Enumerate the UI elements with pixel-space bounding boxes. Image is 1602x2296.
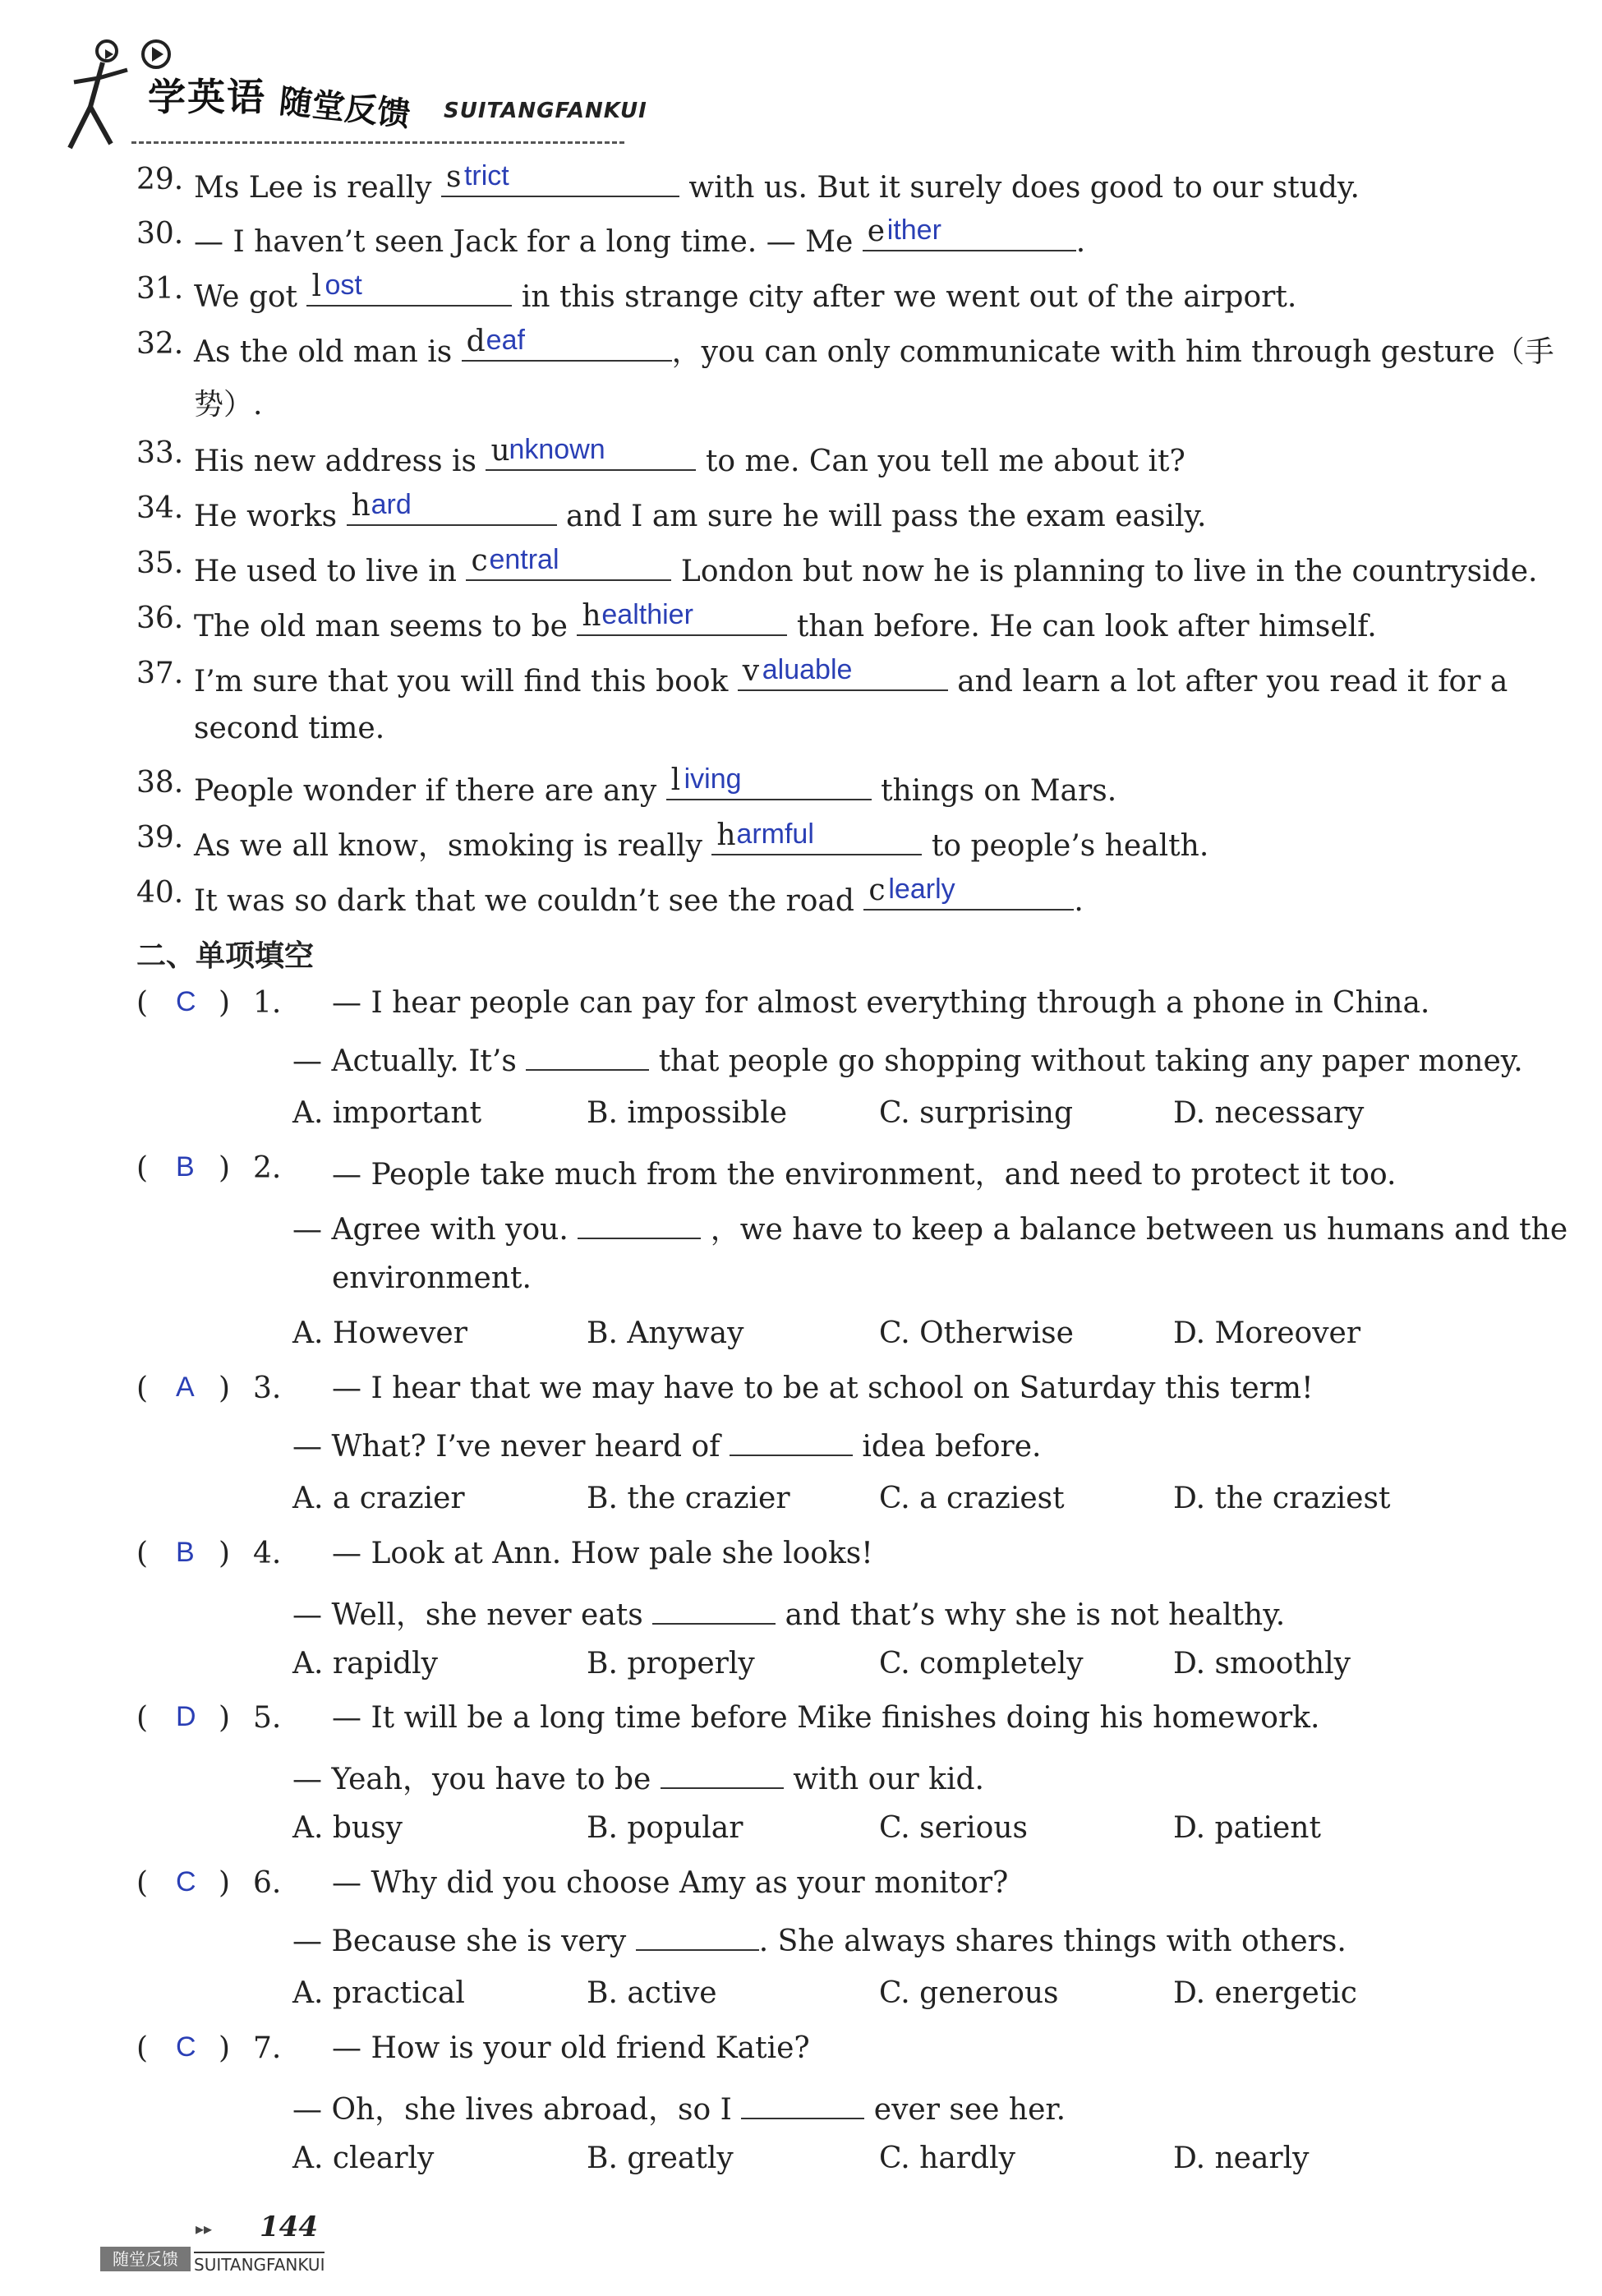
answer-blank[interactable]	[466, 546, 671, 581]
option-c[interactable]: C. Otherwise	[879, 1316, 1074, 1350]
answer-blank[interactable]	[652, 1595, 776, 1625]
mc-question	[0, 1866, 1602, 1916]
item-number: 31.	[136, 272, 184, 306]
response-before: — Well，she never eats	[292, 1598, 643, 1632]
mc-question	[0, 1701, 1602, 1750]
blank-lead: c	[868, 874, 886, 907]
item-number: 29.	[136, 163, 184, 196]
item-text	[194, 818, 1209, 864]
item-after: London but now he is planning to live in the countryside.	[680, 555, 1538, 588]
blank-lead: h	[582, 599, 601, 633]
blank-answer: aluable	[762, 654, 853, 685]
item-text	[194, 214, 1086, 259]
blank-lead: c	[471, 544, 488, 578]
option-d[interactable]: D. smoothly	[1173, 1647, 1351, 1681]
mc-response	[0, 1921, 1602, 1971]
blank-lead: s	[445, 160, 462, 194]
item-number: 39.	[136, 821, 184, 855]
mc-question	[0, 986, 1602, 1035]
item-text	[194, 491, 1206, 533]
item-before: His new address is	[194, 445, 477, 478]
question-number: 4.	[253, 1537, 282, 1570]
item-after: .	[1074, 884, 1084, 918]
blank-lead: e	[867, 214, 886, 248]
response-before: — Oh，she lives abroad，so I	[292, 2093, 732, 2127]
item-text	[194, 763, 1117, 808]
blank-lead: l	[670, 763, 681, 797]
item-text	[194, 599, 1377, 643]
option-d[interactable]: D. nearly	[1173, 2142, 1310, 2175]
item-before: Ms Lee is really	[194, 171, 432, 205]
option-d[interactable]: D. energetic	[1173, 1976, 1357, 2010]
item-text	[194, 272, 1296, 314]
answer-blank[interactable]	[741, 2090, 864, 2119]
mc-question	[0, 1372, 1602, 1421]
item-number: 33.	[136, 436, 184, 470]
question-line: — Why did you choose Amy as your monitor?	[332, 1866, 1009, 1900]
mc-options	[0, 1316, 1602, 1366]
option-a[interactable]: A. However	[292, 1316, 467, 1350]
mc-options	[0, 2142, 1602, 2191]
question-number: 3.	[253, 1372, 282, 1405]
mc-response	[0, 2086, 1602, 2136]
option-a[interactable]: A. important	[292, 1096, 482, 1130]
answer-blank[interactable]	[486, 436, 696, 471]
answer-blank[interactable]	[711, 818, 922, 855]
answer-blank[interactable]	[577, 599, 787, 636]
response-before: — Actually. It’s	[292, 1044, 517, 1078]
item-text	[194, 876, 1084, 918]
mc-options	[0, 1482, 1602, 1531]
blank-answer: armful	[736, 818, 814, 850]
item-before: As we all know，smoking is really	[194, 829, 702, 863]
response-after: with our kid.	[793, 1763, 985, 1796]
mc-response-continuation	[0, 1261, 1602, 1311]
double-arrow-icon: ▸▸	[196, 2219, 213, 2238]
header-title: 学英语	[148, 75, 266, 119]
page-header	[58, 33, 649, 156]
blank-answer: trict	[463, 160, 509, 191]
option-a[interactable]: A. rapidly	[292, 1647, 439, 1681]
option-b[interactable]: B. greatly	[587, 2142, 734, 2175]
option-b[interactable]: B. impossible	[587, 1096, 788, 1130]
question-line: — I hear people can pay for almost everything through a phone in China.	[332, 986, 1430, 1020]
answer-blank[interactable]	[730, 1427, 853, 1456]
item-continuation: second time.	[194, 712, 385, 745]
option-d[interactable]: D. the craziest	[1173, 1482, 1391, 1515]
item-after: and I am sure he will pass the exam easily.	[566, 500, 1207, 533]
item-text	[194, 160, 1360, 205]
option-d[interactable]: D. necessary	[1173, 1096, 1365, 1130]
response-after: ，we have to keep a balance between us humans and the	[710, 1213, 1568, 1247]
play-circle-icon	[140, 38, 173, 71]
blank-answer: ost	[325, 270, 362, 301]
question-number: 5.	[253, 1701, 282, 1735]
fill-item	[0, 214, 1602, 266]
item-before: The old man seems to be	[194, 610, 568, 643]
mc-options	[0, 1096, 1602, 1146]
runner-logo-icon	[58, 33, 148, 156]
option-a[interactable]: A. practical	[292, 1976, 465, 2010]
option-b[interactable]: B. properly	[587, 1647, 755, 1681]
fill-item	[0, 491, 1602, 541]
option-c[interactable]: C. surprising	[879, 1096, 1074, 1130]
footer-label: 随堂反馈	[100, 2247, 191, 2271]
fill-item	[0, 599, 1602, 651]
mc-response	[0, 1041, 1602, 1090]
blank-answer: learly	[888, 874, 955, 905]
mc-response	[0, 1206, 1602, 1256]
mc-question	[0, 1151, 1602, 1201]
mc-question	[0, 1537, 1602, 1586]
mc-response	[0, 1756, 1602, 1805]
response-before: — Yeah，you have to be	[292, 1763, 651, 1796]
mc-options	[0, 1647, 1602, 1696]
item-text	[194, 436, 1185, 478]
fill-item	[0, 272, 1602, 321]
option-b[interactable]: B. the crazier	[587, 1482, 790, 1515]
question-line: — I hear that we may have to be at school on Saturday this term!	[332, 1372, 1314, 1405]
response-before: — Agree with you.	[292, 1213, 569, 1247]
question-number: 2.	[253, 1151, 282, 1185]
option-d[interactable]: D. patient	[1173, 1811, 1321, 1845]
mc-options	[0, 1811, 1602, 1860]
blank-lead: u	[490, 434, 510, 468]
mc-answer: D	[176, 1701, 196, 1732]
item-after: to people’s health.	[931, 829, 1209, 863]
blank-answer: ither	[886, 214, 941, 246]
item-after: to me. Can you tell me about it?	[705, 445, 1185, 478]
option-c[interactable]: C. generous	[879, 1976, 1059, 2010]
header-divider	[131, 141, 624, 144]
page-number: 144	[260, 2211, 318, 2243]
option-c[interactable]: C. completely	[879, 1647, 1084, 1681]
answer-blank[interactable]	[636, 1921, 759, 1951]
answer-blank[interactable]	[441, 160, 679, 197]
item-before: He works	[194, 500, 338, 533]
question-number: 6.	[253, 1866, 282, 1900]
answer-blank[interactable]	[666, 763, 872, 800]
answer-blank[interactable]	[863, 876, 1074, 911]
item-before: It was so dark that we couldn’t see the road	[194, 884, 854, 918]
item-number: 36.	[136, 602, 184, 635]
item-number: 35.	[136, 546, 184, 580]
item-after: ，you can only communicate with him through gesture（手	[671, 335, 1554, 369]
blank-answer: nknown	[509, 434, 605, 465]
footer-brand: SUITANGFANKUI	[194, 2252, 325, 2275]
response-after: . She always shares things with others.	[758, 1925, 1347, 1958]
mc-answer: C	[176, 1866, 196, 1897]
fill-item	[0, 876, 1602, 925]
blank-answer: iving	[684, 763, 742, 795]
option-c[interactable]: C. hardly	[879, 2142, 1015, 2175]
answer-paren[interactable]: ( C )	[136, 2031, 231, 2065]
mc-answer: B	[176, 1537, 195, 1568]
header-brand: SUITANGFANKUI	[444, 99, 647, 123]
blank-answer: ealthier	[601, 599, 693, 630]
blank-answer: entral	[489, 544, 559, 575]
blank-lead: h	[716, 818, 736, 852]
question-number: 1.	[253, 986, 282, 1020]
answer-paren[interactable]: ( C )	[136, 986, 231, 1020]
item-number: 32.	[136, 327, 184, 361]
option-a[interactable]: A. a crazier	[292, 1482, 465, 1515]
section-title: 二、单项填空	[136, 939, 315, 973]
fill-item	[0, 818, 1602, 870]
option-c[interactable]: C. serious	[879, 1811, 1028, 1845]
response-continuation: environment.	[332, 1261, 532, 1295]
mc-answer: C	[176, 2031, 196, 2063]
response-before: — Because she is very	[292, 1925, 627, 1958]
item-before: — I haven’t seen Jack for a long time. — Me	[194, 225, 854, 259]
item-after: with us. But it surely does good to our study.	[688, 171, 1360, 205]
fill-item	[0, 436, 1602, 486]
item-after: .	[1075, 225, 1086, 259]
answer-paren[interactable]: ( C )	[136, 1866, 231, 1900]
mc-response	[0, 1427, 1602, 1476]
fill-item-continuation	[0, 712, 1602, 761]
blank-answer: ard	[371, 489, 412, 520]
item-before: As the old man is	[194, 335, 453, 369]
item-number: 38.	[136, 766, 184, 800]
fill-item	[0, 546, 1602, 596]
answer-blank[interactable]	[347, 491, 557, 526]
option-d[interactable]: D. Moreover	[1173, 1316, 1361, 1350]
item-text	[194, 327, 1554, 371]
response-after: ever see her.	[873, 2093, 1066, 2127]
answer-paren[interactable]: ( A )	[136, 1372, 231, 1405]
item-number: 40.	[136, 876, 184, 910]
option-a[interactable]: A. busy	[292, 1811, 403, 1845]
question-line: — It will be a long time before Mike finishes doing his homework.	[332, 1701, 1320, 1735]
blank-lead: h	[351, 489, 371, 523]
answer-blank[interactable]	[306, 272, 512, 307]
option-c[interactable]: C. a craziest	[879, 1482, 1065, 1515]
mc-response	[0, 1592, 1602, 1641]
fill-item	[0, 327, 1602, 376]
answer-paren[interactable]: ( B )	[136, 1151, 231, 1185]
item-before: I’m sure that you will find this book	[194, 665, 729, 698]
item-after: in this strange city after we went out of the airport.	[521, 280, 1297, 314]
response-after: idea before.	[862, 1430, 1042, 1464]
fill-item	[0, 654, 1602, 706]
answer-blank[interactable]	[661, 1759, 784, 1789]
answer-blank[interactable]	[578, 1210, 701, 1239]
response-before: — What? I’ve never heard of	[292, 1430, 720, 1464]
option-a[interactable]: A. clearly	[292, 2142, 435, 2175]
item-before: People wonder if there are any	[194, 774, 657, 808]
mc-answer: B	[176, 1151, 195, 1183]
question-line: — How is your old friend Katie?	[332, 2031, 810, 2065]
blank-lead: d	[466, 325, 486, 358]
item-after: things on Mars.	[881, 774, 1117, 808]
fill-item	[0, 160, 1602, 212]
question-line: — Look at Ann. How pale she looks!	[332, 1537, 873, 1570]
mc-question	[0, 2031, 1602, 2081]
question-number: 7.	[253, 2031, 282, 2065]
option-b[interactable]: B. popular	[587, 1811, 743, 1845]
item-number: 30.	[136, 217, 184, 251]
item-text	[194, 654, 1508, 698]
fill-item	[0, 763, 1602, 815]
mc-answer: A	[176, 1372, 195, 1403]
item-number: 34.	[136, 491, 184, 525]
mc-options	[0, 1976, 1602, 2026]
blank-lead: v	[742, 654, 760, 688]
item-after: than before. He can look after himself.	[796, 610, 1377, 643]
item-number: 37.	[136, 657, 184, 690]
item-before: He used to live in	[194, 555, 457, 588]
response-after: and that’s why she is not healthy.	[785, 1598, 1286, 1632]
answer-blank[interactable]	[738, 654, 948, 691]
question-line: — People take much from the environment，and need to protect it too.	[332, 1158, 1397, 1192]
answer-paren[interactable]: ( B )	[136, 1537, 231, 1570]
answer-blank[interactable]	[462, 327, 672, 362]
fill-item-continuation	[0, 381, 1602, 431]
item-text	[194, 546, 1537, 588]
item-before: We got	[194, 280, 297, 314]
response-after: that people go shopping without taking any paper money.	[658, 1044, 1523, 1078]
blank-answer: eaf	[486, 325, 525, 356]
item-continuation: 势）.	[194, 388, 263, 422]
answer-blank[interactable]	[526, 1041, 649, 1071]
item-after: and learn a lot after you read it for a	[957, 665, 1508, 698]
option-b[interactable]: B. active	[587, 1976, 717, 2010]
blank-lead: l	[311, 270, 321, 303]
header-subtitle: 随堂反馈	[277, 82, 412, 135]
mc-answer: C	[176, 986, 196, 1017]
answer-paren[interactable]: ( D )	[136, 1701, 231, 1735]
option-b[interactable]: B. Anyway	[587, 1316, 744, 1350]
answer-blank[interactable]	[863, 214, 1076, 251]
